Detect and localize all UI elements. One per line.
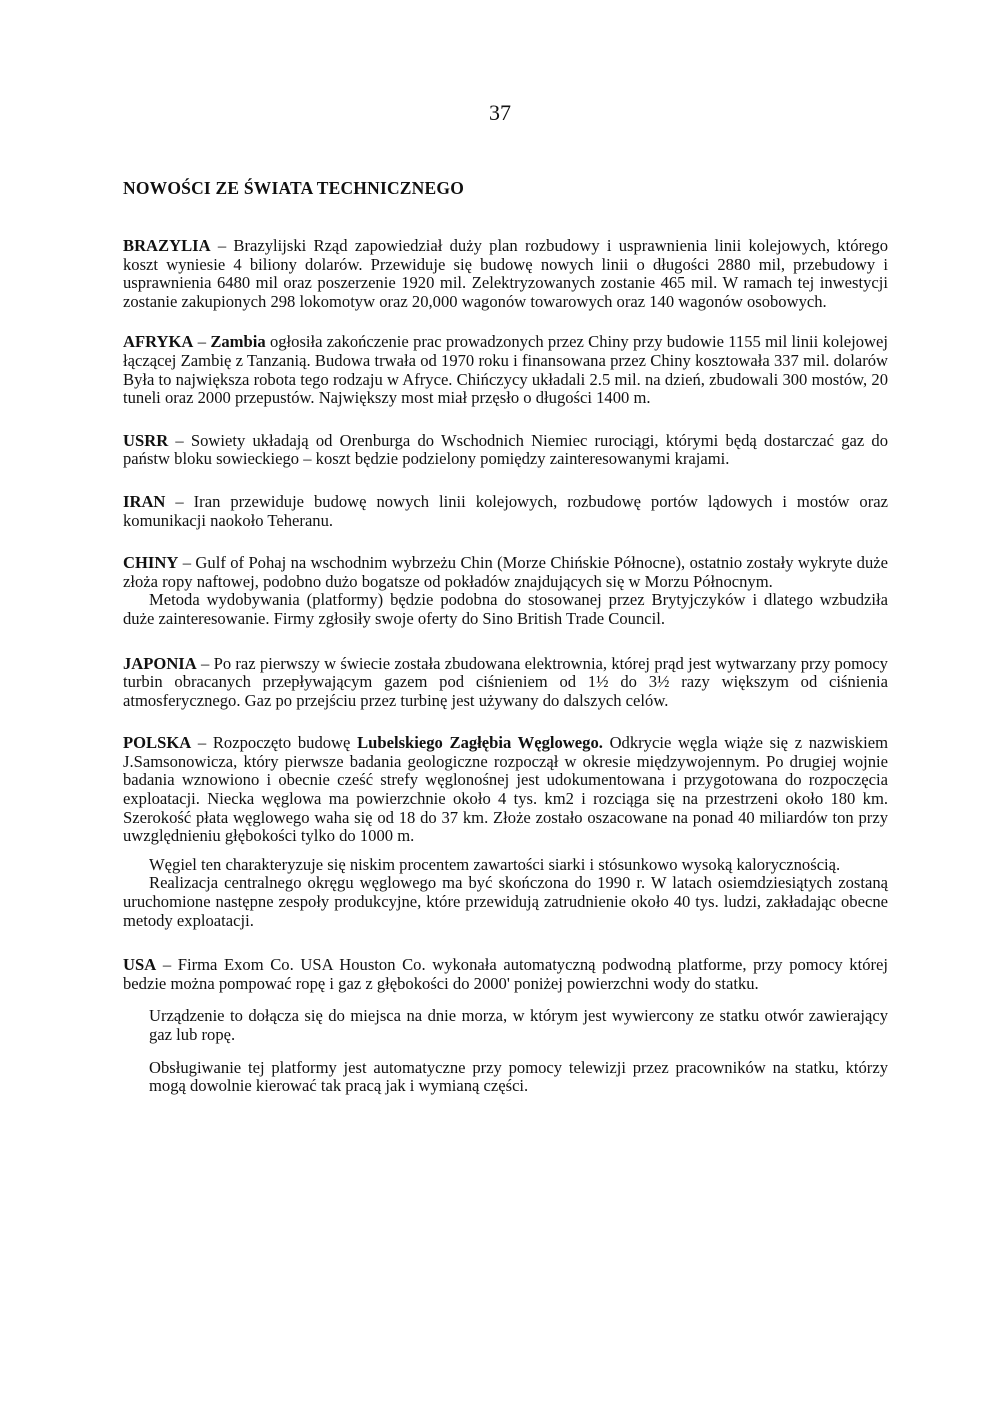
- paragraph-text: – Gulf of Pohaj na wschodnim wybrzeżu Chin (Morze Chińskie Północne), ostatnio zostały wykryte duże złoża ropy naftowej, podobno dużo bogatsze od pokładów znajdujących się w Morzu Północnym.: [123, 553, 888, 591]
- country-name: IRAN: [123, 491, 166, 511]
- paragraph-lead: – Rozpoczęto budowę: [197, 733, 351, 753]
- section-chiny: [123, 554, 888, 628]
- section-iran: [123, 493, 888, 530]
- section-paragraph: AFRYKA – Zambia ogłosiła zakończenie prac prowadzonych przez Chiny przy budowie 1155 mil linii kolejowej łączącej Zambię z Tanzanią. Budowa trwała od 1970 roku i finansowana przez Chiny kosztowała 337 mil. dolarów Była to największa robota tego rodzaju w Afryce. Chińczycy układali 2.5 mil. na dzień, zbudowali 300 mostów, 20 tuneli oraz 2000 przepustów. Największy most miał przęsło o długości 1400 m.: [123, 332, 889, 408]
- section-paragraph: Urządzenie to dołącza się do miejsca na dnie morza, w którym jest wywiercony ze statku otwór zawierający gaz lub ropę.: [149, 1006, 888, 1044]
- page-number: 37: [489, 100, 511, 125]
- paragraph-text: – Brazylijski Rząd zapowiedział duży plan rozbudowy i usprawnienia linii kolejowych, którego koszt wyniesie 4 biliony dolarów. Przewiduje się budowę nowych linii o długości 2880 mil, przebudowy i usprawnienia 6480 mil oraz poszerzenie 1920 mil. Zelektryzowanych zostanie 465 mil. W ramach tej inwestycji zostanie zakupionych 298 lokomotyw oraz 20,000 wagonów towarowych oraz 140 wagonów osobowych.: [123, 236, 888, 311]
- bold-term: Lubelskiego Zagłębia Węglowego.: [357, 733, 603, 753]
- paragraph-text: ogłosiła zakończenie prac prowadzonych przez Chiny przy budowie 1155 mil linii kolejowej łączącej Zambię z Tanzanią. Budowa trwała od 1970 roku i finansowana przez Chiny kosztowała 337 mil. dolarów Była to największa robota tego rodzaju w Afryce. Chińczycy układali 2.5 mil. na dzień, zbudowali 300 mostów, 20 tuneli oraz 2000 przepustów. Największy most miał przęsło o długości 1400 m.: [123, 332, 889, 408]
- section-brazylia: [123, 237, 888, 311]
- paragraph-text: – Iran przewiduje budowę nowych linii kolejowych, rozbudowę portów lądowych i mostów oraz komunikacji naokoło Teheranu.: [123, 491, 888, 530]
- country-name: CHINY: [123, 553, 179, 573]
- section-paragraph: [123, 554, 888, 591]
- section-paragraph: Realizacja centralnego okręgu węglowego ma być skończona do 1990 r. W latach osiemdziesiątych zostaną uruchomione następne zespoły produkcyjne, które przewidują zatrudnienie około 40 tys. ludzi, zakładając obecne metody exploatacji.: [123, 873, 888, 930]
- section-afryka: [123, 333, 888, 407]
- section-usrr: [123, 432, 888, 469]
- country-name: BRAZYLIA: [123, 236, 211, 255]
- page-heading: NOWOŚCI ZE ŚWIATA TECHNICZNEGO: [123, 178, 465, 198]
- country-name: JAPONIA: [123, 653, 197, 673]
- country-name: USRR: [123, 430, 169, 450]
- section-usa: [123, 956, 888, 1096]
- section-polska: [123, 734, 888, 930]
- section-japonia: [123, 655, 888, 711]
- paragraph-text: – Po raz pierwszy w świecie została zbudowana elektrownia, której prąd jest wytwarzany przy pomocy turbin obracanych przepływającym gazem pod ciśnieniem od 1½ do 3½ razy większym od ciśnienia atmosferycznego. Gaz po przejściu przez turbinę jest używany do dalszych celów.: [123, 653, 888, 710]
- country-name: USA: [123, 955, 157, 975]
- country-name: POLSKA: [123, 733, 192, 753]
- section-paragraph: [123, 655, 888, 711]
- paragraph-text: – Firma Exom Co. USA Houston Co. wykonała automatyczną podwodną platforme, przy pomocy której bedzie można pompować ropę i gaz z głębokości do 2000' poniżej powierzchni wody do statku.: [123, 955, 888, 993]
- paragraph-text: Odkrycie węgla wiąże się z nazwiskiem J.Samsonowicza, który pierwsze badania geologiczne rozpoczął w okresie międzywojennym. Po drugiej wojnie badania wznowiono i obecnie cześć strefy węglonośnej jest udokumentowana i przygotowana do rozpoczęcia exploatacji. Niecka węglowa ma powierzchnie około 4 tys. km2 i rozciąga się na przestrzeni około 180 km. Szerokość płata węglowego waha się od 18 do 37 km. Złoże zostało oszacowane na ponad 40 miliardów ton przy uwzględnieniu głębokości tylko do 1000 m.: [123, 733, 888, 846]
- section-paragraph: [123, 237, 888, 311]
- paragraph-text: – Sowiety układają od Orenburga do Wschodnich Niemiec rurociągi, którymi będą dostarczać gaz do państw bloku sowieckiego – koszt będzie podzielony pomiędzy zainteresowanymi krajami.: [123, 430, 889, 469]
- country-name: AFRYKA: [123, 332, 194, 352]
- section-paragraph: [123, 493, 888, 530]
- section-paragraph: [123, 734, 888, 846]
- section-paragraph: Metoda wydobywania (platformy) będzie podobna do stosowanej przez Brytyjczyków i dlatego wzbudziła duże zainteresowanie. Firmy zgłosiły swoje oferty do Sino British Trade Council.: [123, 590, 888, 628]
- section-paragraph: [123, 956, 888, 993]
- article-body: [123, 237, 888, 1096]
- section-paragraph: [123, 432, 888, 469]
- section-paragraph: Węgiel ten charakteryzuje się niskim procentem zawartości siarki i stósunkowo wysoką kalorycznością.: [149, 854, 841, 874]
- section-paragraph: Obsługiwanie tej platformy jest automatyczne przy pomocy telewizji przez pracowników na statku, którzy mogą dowolnie kierować tak pracą jak i wymianą części.: [149, 1057, 888, 1096]
- bold-term: Zambia: [210, 332, 266, 352]
